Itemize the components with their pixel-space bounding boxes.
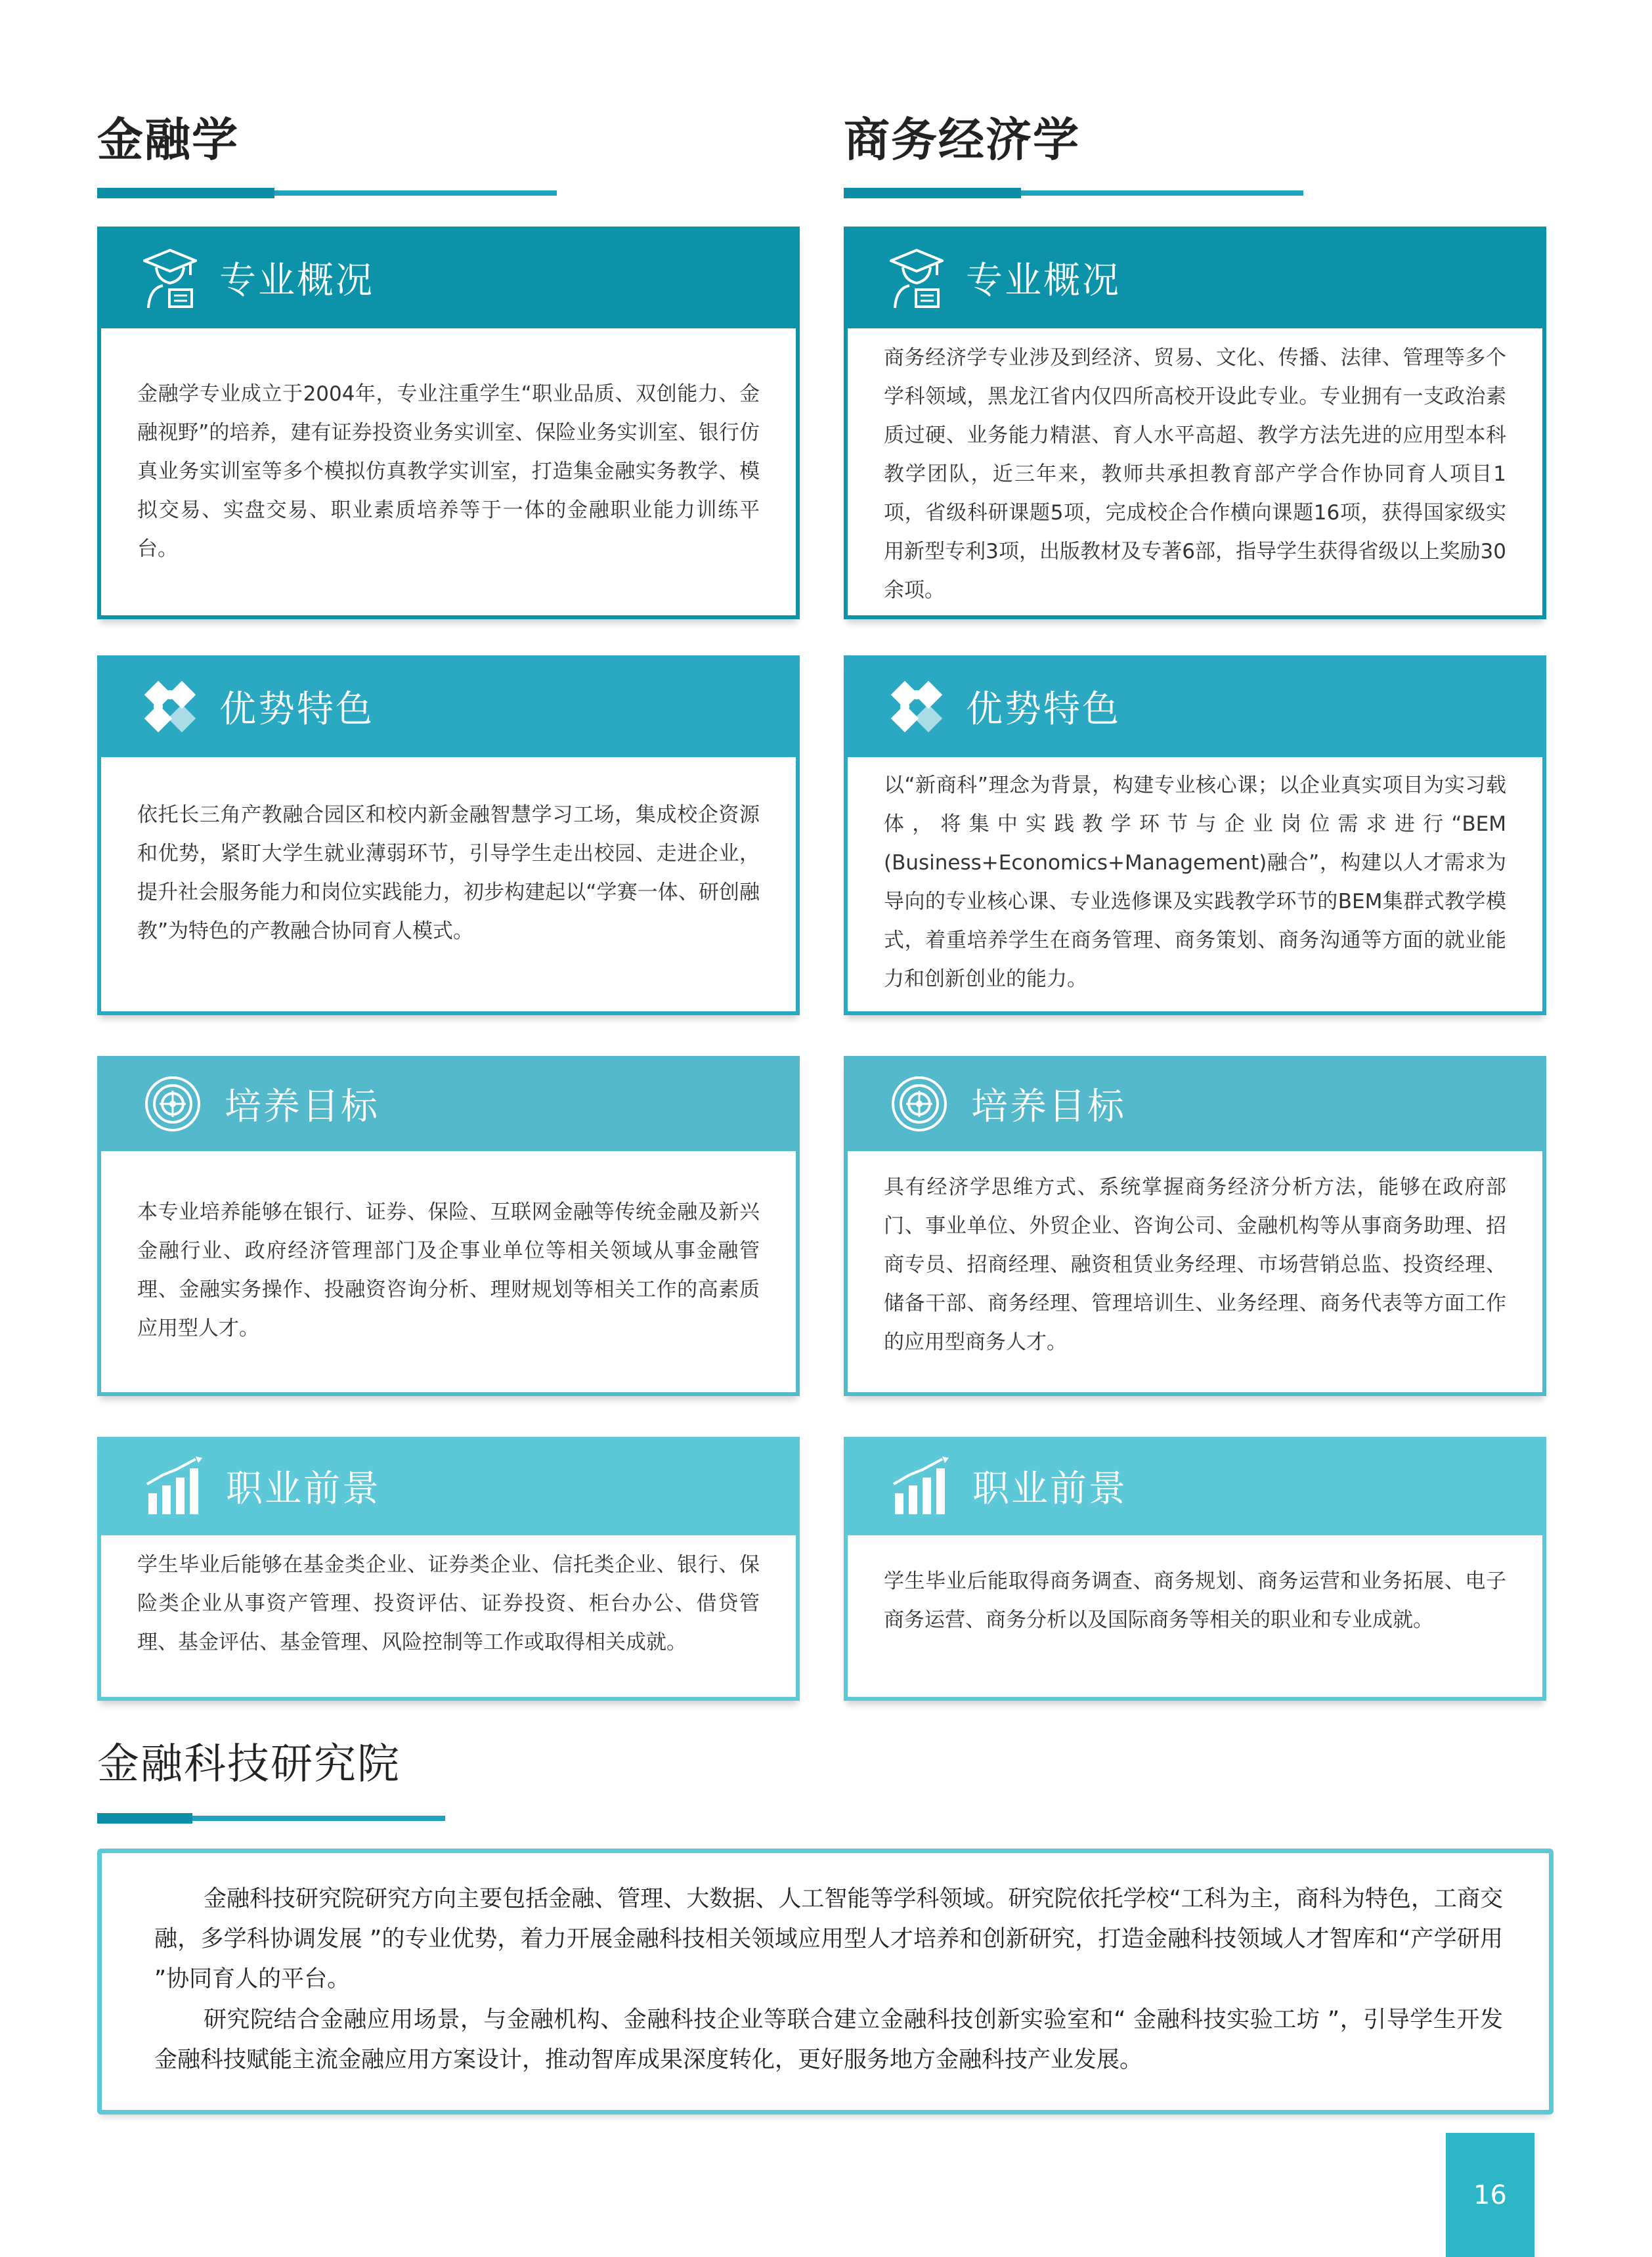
- left-card-career-header: [97, 1437, 800, 1535]
- institute-title-underline: [97, 1816, 445, 1821]
- page-number: 16: [1446, 2133, 1534, 2257]
- left-column-title: 金融学: [97, 113, 239, 167]
- puzzle-icon: [143, 680, 197, 734]
- right-card-overview-text: 商务经济学专业涉及到经济、贸易、文化、传播、法律、管理等多个学科领域，黑龙江省内仅四所高校开设此专业。专业拥有一支政治素质过硬、业务能力精湛、育人水平高超、教学方法先进的应用型本科教学团队，近三年来，教师共承担教育部产学合作协同育人项目1项，省级科研课题5项，完成校企合作横向课题16项，获得国家级实用新型专利3项，出版教材及专著6部，指导学生获得省级以上奖励30余项。: [884, 346, 1506, 602]
- institute-paragraph-1: 金融科技研究院研究方向主要包括金融、管理、大数据、人工智能等学科领域。研究院依托学校“工科为主，商科为特色，工商交融，多学科协调发展 ”的专业优势，着力开展金融科技相关领域应用型人才培养和创新研究，打造金融科技领域人才智库和“产学研用 ”协同育人的平台。: [154, 1886, 1503, 1992]
- left-card-features: [97, 655, 800, 1015]
- right-card-career: [844, 1437, 1546, 1701]
- target-icon: [890, 1074, 949, 1133]
- right-card-features-label: 优势特色: [966, 688, 1121, 731]
- right-card-goals-text: 具有经济学思维方式、系统掌握商务经济分析方法，能够在政府部门、事业单位、外贸企业、咨询公司、金融机构等从事商务助理、招商专员、招商经理、融资租赁业务经理、市场营销总监、投资经理、储备干部、商务经理、管理培训生、业务经理、商务代表等方面工作的应用型商务人才。: [884, 1175, 1506, 1354]
- left-card-features-text: 依托长三角产教融合园区和校内新金融智慧学习工场，集成校企资源和优势，紧盯大学生就业薄弱环节，引导学生走出校园、走进企业，提升社会服务能力和岗位实践能力，初步构建起以“学赛一体、研创融教”为特色的产教融合协同育人模式。: [137, 803, 760, 943]
- left-card-overview-text: 金融学专业成立于2004年，专业注重学生“职业品质、双创能力、金融视野”的培养，建有证券投资业务实训室、保险业务实训室、银行仿真业务实训室等多个模拟仿真教学实训室，打造集金融实务教学、模拟交易、实盘交易、职业素质培养等于一体的金融职业能力训练平台。: [137, 382, 760, 561]
- right-card-overview-label: 专业概况: [966, 259, 1121, 302]
- left-card-career-label: 职业前景: [226, 1468, 381, 1510]
- institute-box: [97, 1849, 1554, 2115]
- right-card-features: [844, 655, 1546, 1015]
- left-card-goals: [97, 1056, 800, 1396]
- left-card-goals-text: 本专业培养能够在银行、证券、保险、互联网金融等传统金融及新兴金融行业、政府经济管理部门及企事业单位等相关领域从事金融管理、金融实务操作、投融资咨询分析、理财规划等相关工作的高素质应用型人才。: [137, 1200, 760, 1340]
- left-card-overview: [97, 227, 800, 619]
- left-card-overview-header: [97, 227, 800, 328]
- right-card-goals-header: [844, 1056, 1546, 1151]
- left-card-overview-label: 专业概况: [219, 259, 374, 302]
- target-icon: [143, 1074, 202, 1133]
- right-card-goals-label: 培养目标: [971, 1085, 1126, 1128]
- left-card-features-label: 优势特色: [219, 688, 374, 731]
- left-card-goals-header: [97, 1056, 800, 1151]
- puzzle-icon: [890, 680, 944, 734]
- right-card-career-header: [844, 1437, 1546, 1535]
- right-card-goals: [844, 1056, 1546, 1396]
- left-card-goals-label: 培养目标: [225, 1085, 380, 1128]
- right-card-features-text: 以“新商科”理念为背景，构建专业核心课；以企业真实项目为实习载体，将集中实践教学环节与企业岗位需求进行“BEM (Business+Economics+Management)融合”，构建以人才需求为导向的专业核心课、专业选修课及实践教学环节的BEM集群式教学模式，着重培养学生在商务管理、商务策划、商务沟通等方面的就业能力和创新创业的能力。: [884, 774, 1506, 991]
- right-title-underline: [844, 190, 1303, 196]
- bar-chart-icon: [143, 1457, 204, 1516]
- right-card-career-text: 学生毕业后能取得商务调查、商务规划、商务运营和业务拓展、电子商务运营、商务分析以及国际商务等相关的职业和专业成就。: [884, 1569, 1506, 1632]
- left-title-underline: [97, 190, 557, 196]
- right-card-overview-header: [844, 227, 1546, 328]
- right-column-title: 商务经济学: [844, 113, 1080, 167]
- left-card-features-header: [97, 655, 800, 757]
- left-card-career-text: 学生毕业后能够在基金类企业、证券类企业、信托类企业、银行、保险类企业从事资产管理、投资评估、证券投资、柜台办公、借贷管理、基金评估、基金管理、风险控制等工作或取得相关成就。: [137, 1553, 760, 1654]
- right-card-career-label: 职业前景: [972, 1468, 1127, 1510]
- right-card-features-header: [844, 655, 1546, 757]
- graduate-icon: [143, 246, 197, 309]
- graduate-icon: [890, 246, 944, 309]
- left-card-career: [97, 1437, 800, 1701]
- bar-chart-icon: [890, 1457, 950, 1516]
- institute-title: 金融科技研究院: [97, 1740, 401, 1789]
- institute-paragraph-2: 研究院结合金融应用场景，与金融机构、金融科技企业等联合建立金融科技创新实验室和“ 金融科技实验工坊 ”，引导学生开发金融科技赋能主流金融应用方案设计，推动智库成果深度转化，更好服务地方金融科技产业发展。: [154, 2007, 1503, 2073]
- right-card-overview: [844, 227, 1546, 619]
